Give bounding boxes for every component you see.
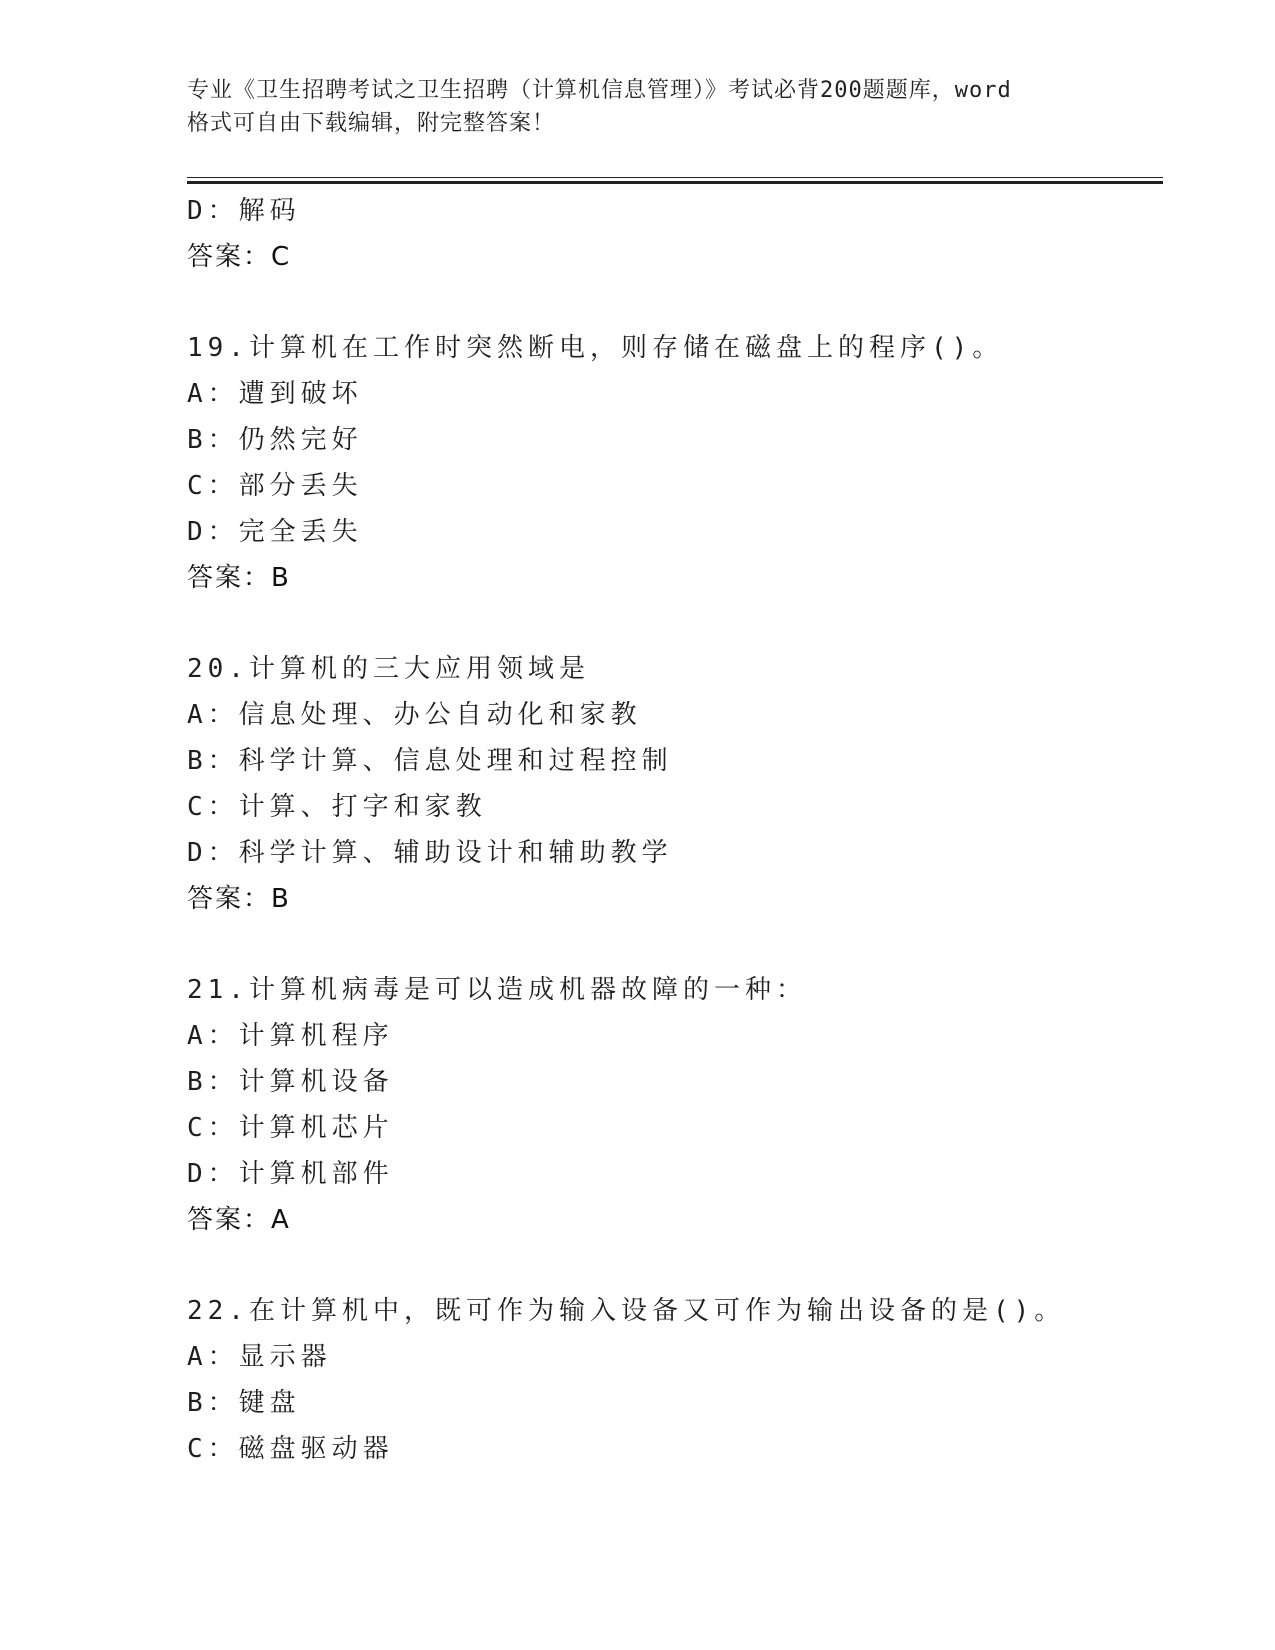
question-22 <box>187 1288 1167 1472</box>
answer-value: B <box>271 884 289 914</box>
question-20 <box>187 646 1167 922</box>
option-d: D：计算机部件 <box>187 1159 394 1189</box>
option-b: B：计算机设备 <box>187 1067 394 1097</box>
option-a: A：显示器 <box>187 1342 332 1372</box>
answer-line <box>187 234 1167 280</box>
answer-value: B <box>271 563 289 593</box>
option-c: C：计算、打字和家教 <box>187 792 487 822</box>
option-d: D：解码 <box>187 196 301 226</box>
answer-label: 答案： <box>187 1205 272 1235</box>
header-title-line-1: 专业《卫生招聘考试之卫生招聘（计算机信息管理）》考试必背200题题库，word <box>187 78 1012 103</box>
header-divider-thin <box>187 177 1163 178</box>
answer-label: 答案： <box>187 242 272 272</box>
answer-line <box>187 876 1167 922</box>
header-divider-thick <box>187 181 1163 184</box>
question-21 <box>187 967 1167 1243</box>
answer-label: 答案： <box>187 884 272 914</box>
option-d: D：完全丢失 <box>187 517 363 547</box>
spacer <box>187 922 1167 967</box>
question-list <box>187 188 1167 1472</box>
option-c: C：磁盘驱动器 <box>187 1434 394 1464</box>
option-c: C：部分丢失 <box>187 471 363 501</box>
option-b: B：科学计算、信息处理和过程控制 <box>187 746 673 776</box>
option-a: A：计算机程序 <box>187 1021 394 1051</box>
spacer <box>187 1243 1167 1288</box>
option-b: B：键盘 <box>187 1388 301 1418</box>
question-stem: 20.计算机的三大应用领域是 <box>187 654 590 684</box>
document-header <box>187 74 1087 140</box>
question-stem: 19.计算机在工作时突然断电，则存储在磁盘上的程序()。 <box>187 333 1004 363</box>
question-stem: 21.计算机病毒是可以造成机器故障的一种： <box>187 975 807 1005</box>
option-a: A：信息处理、办公自动化和家教 <box>187 700 642 730</box>
answer-value: A <box>271 1205 289 1235</box>
answer-label: 答案： <box>187 563 272 593</box>
spacer <box>187 280 1167 325</box>
previous-question-tail <box>187 188 1167 280</box>
option-d: D：科学计算、辅助设计和辅助教学 <box>187 838 673 868</box>
question-stem: 22.在计算机中，既可作为输入设备又可作为输出设备的是()。 <box>187 1296 1066 1326</box>
answer-line <box>187 555 1167 601</box>
question-19 <box>187 325 1167 601</box>
answer-line <box>187 1197 1167 1243</box>
spacer <box>187 601 1167 646</box>
option-c: C：计算机芯片 <box>187 1113 394 1143</box>
option-a: A：遭到破坏 <box>187 379 363 409</box>
option-b: B：仍然完好 <box>187 425 363 455</box>
answer-value: C <box>271 242 290 272</box>
header-title-line-2: 格式可自由下载编辑，附完整答案！ <box>187 111 556 136</box>
